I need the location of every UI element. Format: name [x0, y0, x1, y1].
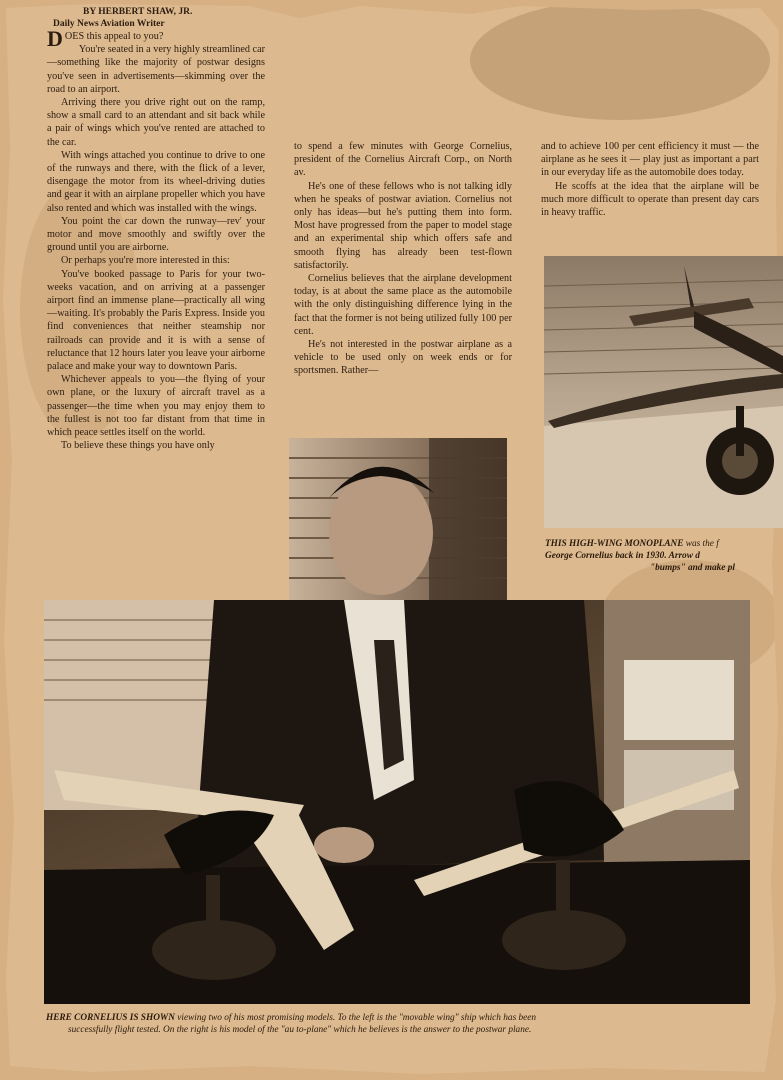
paragraph-text: OES this appeal to you? — [64, 31, 164, 42]
monoplane-photo — [544, 256, 783, 528]
paragraph: Cornelius believes that the airplane development today, is at about the same place as the automobile with the only distinguishing difference lying in the fact that the former is not being utilized fully 100 per cent. — [294, 273, 512, 337]
main-photo-upper — [289, 438, 507, 604]
paragraph: He scoffs at the idea that the airplane will be much more difficult to operate than present day cars in heavy traffic. — [541, 180, 759, 219]
main-photo-caption — [46, 1012, 758, 1036]
paragraph: Arriving there you drive right out on the ramp, show a small card to an attendant and sit back while a pair of wings which you've rented are attached to the car. — [47, 97, 265, 148]
lead-paragraph — [47, 26, 265, 51]
paragraph: With wings attached you continue to drive to one of the runways and there, with the flick of a lever, disengage the motor from its wheel-driving duties and gear it with an airplane propeller which you have also rented and which was installed with the wings. — [47, 149, 265, 214]
drop-cap: D — [47, 26, 63, 51]
byline-title: Daily News Aviation Writer — [53, 19, 165, 29]
paragraph: You've booked passage to Paris for your two-weeks vacation, and on arriving at a passenger airport find an immense plane—practically all wing—waiting. It's probably the Paris Express. Inside you find conveniences that neither steamship nor railroads can provide and it is with a sense of reluctance that 12 hours later you leave your airborne palace and make your way to downtown Paris. — [47, 268, 265, 373]
article-column-1 — [47, 6, 265, 453]
article-column-3 — [541, 140, 759, 219]
paragraph: to spend a few minutes with George Cornelius, president of the Cornelius Aircraft Corp., on North av. — [294, 141, 512, 179]
paper-stain — [470, 0, 770, 120]
byline-name: BY HERBERT SHAW, JR. — [83, 7, 193, 17]
monoplane-caption-line3: "bumps" and make pl — [650, 563, 735, 573]
cornelius-desk-illustration — [44, 600, 750, 1004]
article-column-2 — [294, 140, 512, 378]
paragraph: To believe these things you have only — [61, 440, 215, 452]
monoplane-caption-line2: George Cornelius back in 1930. Arrow d — [545, 551, 700, 561]
blinds-pattern — [289, 438, 507, 604]
main-caption-text: viewing two of his most promising models. To the left is the "movable wing" ship which has been — [174, 1013, 537, 1023]
paragraph: Or perhaps you're more interested in this: — [61, 255, 230, 267]
monoplane-caption — [545, 538, 781, 574]
monoplane-illustration — [544, 256, 783, 528]
monoplane-caption-text: was the f — [683, 539, 719, 549]
paragraph: He's one of these fellows who is not talking idly when he speaks of postwar aviation. Cornelius not only has ideas—but he's putting them into form. Most have progressed from the paper to model stage and an experimental ship which offers safe and smooth flying has already been test-flown satisfactorily. — [294, 180, 512, 271]
paragraph: He's not interested in the postwar airplane as a vehicle to be used only on week ends or for sportsmen. Rather— — [294, 339, 512, 377]
main-caption-lead: HERE CORNELIUS IS SHOWN — [46, 1013, 175, 1023]
paragraph: You're seated in a very highly streamlined car—something like the majority of postwar designs you've seen in advertisements—skimming over the road to an airport. — [47, 44, 265, 95]
main-photo — [44, 600, 750, 1004]
monoplane-caption-lead: THIS HIGH-WING MONOPLANE — [545, 539, 684, 549]
paragraph: Whichever appeals to you—the flying of your own plane, or the luxury of aircraft travel as a passenger—the time when you may enjoy them to the fullest is not too far distant from that time in which peace settles itself on the world. — [47, 374, 265, 439]
paragraph: and to achieve 100 per cent efficiency it must — the airplane as he sees it — play just as important a part in our everyday life as the automobile does today. — [541, 141, 759, 179]
paragraph: You point the car down the runway—rev' your motor and move smoothly and swiftly over the ground until you are airborne. — [47, 215, 265, 254]
main-caption-line2: successfully flight tested. On the right is his model of the "au to-plane" which he believes is the answer to the postwar plane. — [68, 1025, 532, 1035]
